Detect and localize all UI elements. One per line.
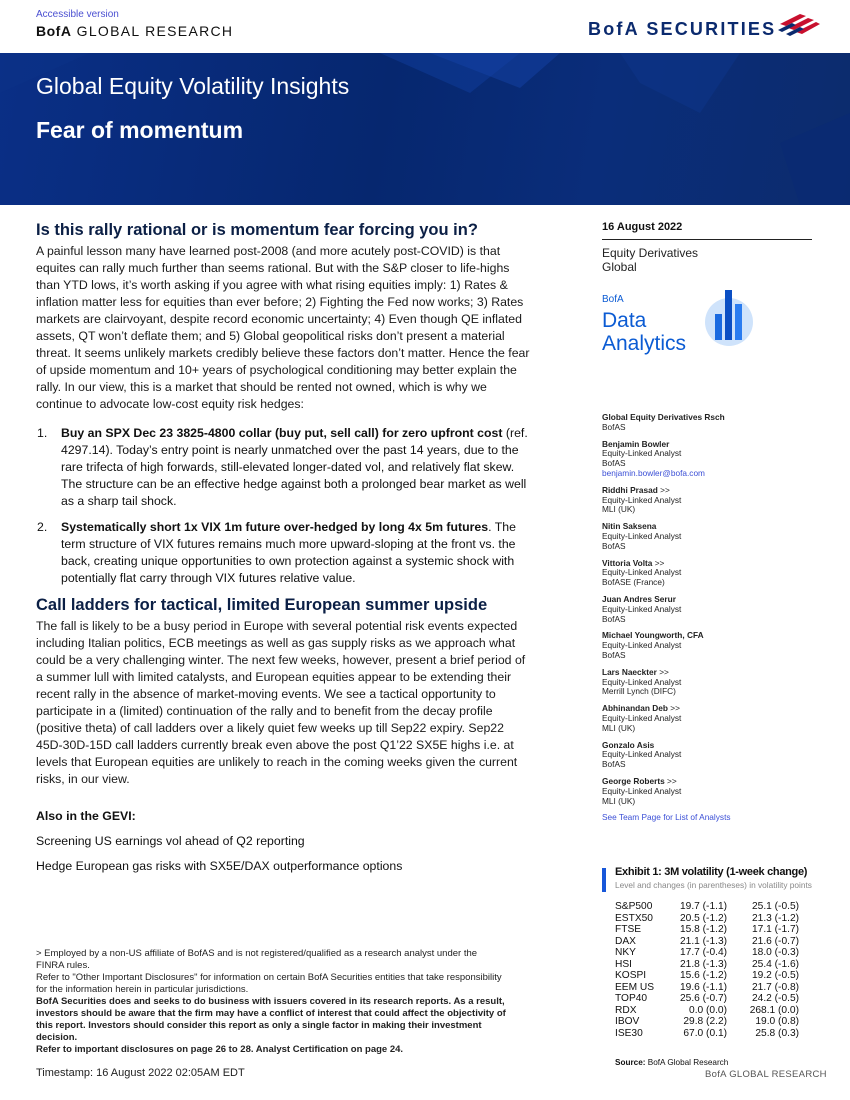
report-date: 16 August 2022 [602,221,812,240]
table-row [615,1005,799,1017]
value-cell: 17.7 (-0.4) [680,947,727,958]
analyst-name: George Roberts [602,775,665,786]
analyst-mark: >> [656,666,669,677]
analyst-firm: Merrill Lynch (DIFC) [602,686,676,697]
value-cell: 18.0 (-0.3) [752,947,799,958]
da-bofa-label: BofA [602,294,624,305]
item-number: 2. [37,520,48,534]
value-cell: 29.8 (2.2) [683,1016,727,1027]
value-cell: 19.2 (-0.5) [752,970,799,981]
analyst-firm: BofASE (France) [602,577,665,588]
analyst-entry [602,559,812,588]
analyst-name: Juan Andres Serur [602,593,676,604]
value-cell: 0.0 (0.0) [689,1004,727,1016]
team-firm: BofAS [602,421,626,432]
team-page-link[interactable]: See Team Page for List of Analysts [602,812,731,823]
analyst-role: Equity-Linked Analyst [602,640,682,651]
da-line1: Data [602,309,647,332]
analyst-entry [602,741,812,770]
exhibit-source [615,1058,728,1067]
department [602,246,812,274]
exhibit-header [602,866,812,890]
report-title: Fear of momentum [36,117,244,143]
analyst-entry [602,704,812,733]
analyst-firm: BofAS [602,458,626,469]
analyst-firm: BofAS [602,759,626,770]
intro-paragraph: A painful lesson many have learned post-2008 (and more acutely post-COVID) is that equites can rally much further than seems rational. But with the S&P closer to life-highs than YTD lows, it’s worth asking if you agree with what rising equities imply: 1) Rates & inflation matter less for equities than ever before; 2) Fighting the Fed now works; 3) Rates markets are clairvoyant, despite record economic uncertainty; 4) Even though QE inflated assets, QT won’t deflate them; and 5) Global geopolitical risks don’t present a material threat. It seems unlikely markets credibly believe these factors don’t matter. Hence the fear of upside momentum and 10+ years of psychological conditioning may better explain the rally. In our view, this is a market that should be rented not owned, which is why we continue to advocate low-cost equity risk hedges: [36,244,530,411]
value-cell: 21.1 (-1.3) [680,935,727,947]
analyst-entry [602,777,812,806]
table-row [615,913,799,925]
analyst-mark: >> [652,557,665,568]
data-analytics-badge [602,294,686,355]
analyst-list [602,413,812,823]
title-banner [0,53,850,205]
analyst-mark: >> [667,703,680,714]
research-bofa: BofA [36,23,72,39]
value-cell: 19.0 (0.8) [755,1016,799,1027]
recommendation-item-2 [36,519,534,587]
recommendation-item-1 [36,425,534,510]
research-rest: GLOBAL RESEARCH [71,23,234,39]
exhibit-title: Exhibit 1: 3M volatility (1-week change) [615,866,808,878]
item-bold: Buy an SPX Dec 23 3825-4800 collar (buy put, sell call) for zero upfront cost [61,426,503,440]
analyst-role: Equity-Linked Analyst [602,530,682,541]
team-heading: Global Equity Derivatives Rsch [602,412,725,422]
index-cell: NKY [615,947,636,958]
analyst-name: Vittoria Volta [602,557,653,568]
analyst-firm: BofAS [602,649,626,660]
also-item-link[interactable]: Hedge European gas risks with SX5E/DAX outperformance options [36,859,403,873]
analyst-mark: >> [664,775,677,786]
analyst-role: Equity-Linked Analyst [602,448,682,459]
team-block [602,413,812,433]
analyst-role: Equity-Linked Analyst [602,603,682,614]
disclosure-line: Refer to "Other Important Disclosures" for information on certain BofA Securities entities that take responsibility for the information herein in particular jurisdictions. [36,972,502,995]
report-series-title: Global Equity Volatility Insights [36,73,350,99]
value-cell: 17.1 (-1.7) [752,924,799,935]
disclosure-bold: BofA Securities does and seeks to do business with issuers covered in its research reports. As a result, investors should be aware that the firm may have a conflict of interest that could affect the objectivity of this report. Investors should consider this report as only a single factor in making their investment decision. [36,996,506,1043]
disclosures [36,948,506,1056]
table-row [615,924,799,936]
analyst-entry [602,440,812,479]
table-row [615,982,799,994]
index-cell: KOSPI [615,970,647,981]
index-cell: ISE30 [615,1027,643,1039]
value-cell: 19.7 (-1.1) [680,901,727,912]
exhibit-accent-bar [602,868,606,892]
analyst-entry [602,522,812,551]
analyst-name: Gonzalo Asis [602,739,655,750]
analyst-name: Benjamin Bowler [602,438,670,449]
section-heading-call-ladders: Call ladders for tactical, limited European summer upside [36,596,488,614]
value-cell: 25.1 (-0.5) [752,901,799,912]
analyst-role: Equity-Linked Analyst [602,494,682,505]
value-cell: 15.8 (-1.2) [680,924,727,935]
disclosure-line: > Employed by a non-US affiliate of BofAS and is not registered/qualified as a research analyst under the FINRA rules. [36,948,478,971]
call-ladders-paragraph: The fall is likely to be a busy period in Europe with several potential risk events expected including Italian politics, ECB meetings as well as gas supply risks as we approach what could be a very challenging winter. The next few weeks, however, present a brief period of a summer lull with limited catalysts, and European equities appear to be extending their recent rally in the absence of market-moving events. We see a tactical opportunity to participate in a (limited) continuation of the rally and to benefit from the decay profile (positive theta) of call ladders over a likely quiet few weeks up till Sep22 expiry. Sep22 45D-30D-15D call ladders currently break even above the post Q1’22 SX5E highs i.e. at levels that European equities are unlikely to reach in the coming weeks given the current risks, in our view. [36,619,526,786]
analyst-role: Equity-Linked Analyst [602,749,682,760]
index-cell: FTSE [615,924,642,935]
table-row [615,1028,799,1040]
section-heading-rally: Is this rally rational or is momentum fear forcing you in? [36,221,478,239]
source-label: Source: [615,1058,646,1067]
table-row [615,947,799,959]
dept-line: Equity Derivatives [602,246,699,260]
analyst-role: Equity-Linked Analyst [602,785,682,796]
value-cell: 21.8 (-1.3) [680,958,727,970]
analyst-name: Nitin Saksena [602,521,657,532]
dept-line: Global [602,260,637,274]
table-row [615,901,799,913]
value-cell: 15.6 (-1.2) [680,970,727,981]
source-text: BofA Global Research [645,1058,729,1067]
analyst-firm: BofAS [602,613,626,624]
index-cell: TOP40 [615,993,648,1004]
sidebar [602,221,812,274]
table-row [615,959,799,971]
table-row [615,936,799,948]
analyst-entry [602,486,812,515]
analyst-name: Michael Youngworth, CFA [602,630,704,641]
analyst-email-link[interactable]: benjamin.bowler@bofa.com [602,467,705,478]
value-cell: 21.3 (-1.2) [752,912,799,924]
footer-global-research: BofA GLOBAL RESEARCH [705,1069,827,1080]
index-cell: IBOV [615,1016,640,1027]
index-cell: S&P500 [615,901,653,912]
analyst-role: Equity-Linked Analyst [602,676,682,687]
value-cell: 25.4 (-1.6) [752,958,799,970]
timestamp: Timestamp: 16 August 2022 02:05AM EDT [36,1067,245,1079]
analyst-firm: MLI (UK) [602,795,636,806]
analyst-name: Abhinandan Deb [602,703,668,714]
volatility-table [615,901,799,1039]
index-cell: RDX [615,1004,637,1016]
table-row [615,1016,799,1028]
analyst-role: Equity-Linked Analyst [602,712,682,723]
analyst-name: Riddhi Prasad [602,484,658,495]
index-cell: HSI [615,958,632,970]
analyst-firm: MLI (UK) [602,722,636,733]
analyst-mark: >> [657,484,670,495]
value-cell: 19.6 (-1.1) [680,981,727,993]
also-in-gevi-heading: Also in the GEVI: [36,809,136,823]
bar-chart-icon [703,286,755,348]
analyst-name: Lars Naeckter [602,666,657,677]
recommendation-list [36,425,534,587]
main-content [36,221,534,788]
value-cell: 25.6 (-0.7) [680,993,727,1004]
index-cell: EEM US [615,981,655,993]
value-cell: 24.2 (-0.5) [752,993,799,1004]
value-cell: 268.1 (0.0) [749,1004,799,1016]
da-line2: Analytics [602,332,687,355]
table-row [615,970,799,982]
index-cell: ESTX50 [615,912,653,924]
analyst-entry [602,631,812,660]
item-bold: Systematically short 1x VIX 1m future over-hedged by long 4x 5m futures [61,520,489,534]
exhibit-subtitle: Level and changes (in parentheses) in volatility points [615,880,812,890]
accessible-version-link[interactable]: Accessible version [36,9,119,20]
brand-logo-text: BofA SECURITIES [588,19,777,39]
item-text: . The term structure of VIX futures remains much more upward-sloping at the front vs. the back, creating unique opportunities to own protection against a systemic shock with potentially flat carry through VIX futures relative value. [61,520,516,585]
value-cell: 21.7 (-0.8) [752,981,799,993]
flag-logo-icon [776,12,822,38]
analyst-firm: BofAS [602,540,626,551]
value-cell: 67.0 (0.1) [683,1027,727,1039]
analyst-entry [602,595,812,624]
disclosure-refer: Refer to important disclosures on page 26 to 28. Analyst Certification on page 24. [36,1044,404,1055]
global-research-label [36,23,233,39]
analyst-firm: MLI (UK) [602,504,636,515]
value-cell: 21.6 (-0.7) [752,935,799,947]
index-cell: DAX [615,935,636,947]
value-cell: 25.8 (0.3) [755,1027,799,1039]
item-number: 1. [37,426,48,440]
value-cell: 20.5 (-1.2) [680,912,727,924]
analyst-role: Equity-Linked Analyst [602,567,682,578]
also-item-link[interactable]: Screening US earnings vol ahead of Q2 reporting [36,834,305,848]
item-text: (ref. 4297.14). Today’s entry point is nearly unmatched over the past 14 years, due to the rare trifecta of high forwards, still-elevated longer-dated vol, and relatively flat skew. The structure can be an effective hedge against both a prolonged bear market as well as a sharp tail shock. [61,426,528,508]
table-row [615,993,799,1005]
analyst-entry [602,668,812,697]
